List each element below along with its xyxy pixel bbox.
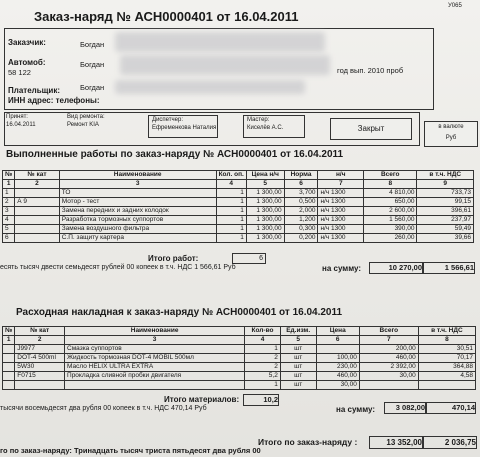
table-row [3,225,474,234]
car-code: 58 122 [8,68,31,77]
table-cell [15,234,59,243]
currency-box [424,121,478,147]
table-cell: 3 [65,336,245,345]
table-cell: 1 [216,189,246,198]
grand-total-in-words: го по заказ-наряду: Тринадцать тысяч триста пятьдесят два рубля 00 [0,446,261,455]
table-cell: 1 [3,180,15,189]
parts-sum-vat: 470,14 [426,402,476,414]
table-cell: н/ч 1300 [318,198,364,207]
payer-label: Плательщик: [8,86,60,95]
table-cell [3,345,15,354]
table-cell: 1 300,00 [246,216,284,225]
table-cell: 733,73 [417,189,474,198]
table-cell: 5W30 [15,363,65,372]
table-cell [15,189,59,198]
table-cell: 5,2 [245,372,281,381]
table-cell [15,381,65,390]
parts-title: Расходная накладная к заказ-наряду № АСН0000401 от 16.04.2011 [16,307,343,318]
column-header: Наименование [59,171,216,180]
table-cell: Замена передних и задних колодок [59,207,216,216]
table-row [3,207,474,216]
table-cell: н/ч 1300 [318,234,364,243]
table-cell: 5 [3,225,15,234]
currency-value: Руб [445,135,457,141]
table-cell: 4,58 [418,372,475,381]
works-header-row [3,171,474,180]
corner-code: У065 [448,3,462,9]
column-header: Цена [316,327,359,336]
table-cell: 390,00 [364,225,417,234]
table-cell: 0,200 [284,234,318,243]
table-cell: 0,500 [284,198,318,207]
table-cell: 3 [59,180,216,189]
table-cell: 7 [359,336,418,345]
table-cell: 39,66 [417,234,474,243]
status-badge: Закрыт [330,118,412,140]
dispatcher-value: Ефременкова Наталия [152,125,217,131]
table-cell: н/ч 1300 [318,207,364,216]
table-cell: 1 [216,216,246,225]
table-cell: 59,49 [417,225,474,234]
table-cell: 1,200 [284,216,318,225]
table-cell: 1 [3,189,15,198]
table-cell: 30,51 [418,345,475,354]
table-cell: 30,00 [359,372,418,381]
table-cell: 4 [245,336,281,345]
table-cell: 396,61 [417,207,474,216]
table-cell: 8 [418,336,475,345]
table-cell: Мотор - тест [59,198,216,207]
redacted-block [120,55,330,75]
table-cell: 70,17 [418,354,475,363]
table-cell [359,381,418,390]
table-cell: 6 [316,336,359,345]
table-cell [3,363,15,372]
table-cell: 1 560,00 [364,216,417,225]
table-cell: 4 [3,216,15,225]
table-cell [316,345,359,354]
parts-sum-value: 3 082,00 [384,402,426,414]
table-cell: DOT-4 500ml [15,354,65,363]
table-cell: 4 [216,180,246,189]
grand-total-sum: 13 352,00 [369,436,423,449]
table-cell [3,372,15,381]
works-sum-in-words: есять тысяч двести семьдесят рублей 00 копеек в т.ч. НДС 1 566,61 Руб [0,264,236,271]
parts-colnum-row [3,336,476,345]
column-header: № [3,327,15,336]
customer-label: Заказчик: [8,38,46,47]
table-cell: шт [280,372,316,381]
column-header: Наименование [65,327,245,336]
table-cell: 2 [15,336,65,345]
table-cell: н/ч 1300 [318,216,364,225]
parts-table [2,326,476,390]
table-cell: 230,00 [316,363,359,372]
column-header: Всего [364,171,417,180]
car-value: Богдан [80,60,105,69]
master-value: Киселёв А.С. [247,125,284,131]
table-cell [3,354,15,363]
table-cell: 1 300,00 [246,234,284,243]
table-cell: шт [280,345,316,354]
table-row [3,363,476,372]
table-cell: 460,00 [316,372,359,381]
works-sum-vat: 1 566,61 [423,262,475,274]
table-cell: 1 [245,345,281,354]
column-header: Всего [359,327,418,336]
table-cell: Замена воздушного фильтра [59,225,216,234]
car-label: Автомоб: [8,58,46,67]
accepted-value: 16.04.2011 [6,122,36,128]
table-cell: 5 [246,180,284,189]
accepted-label: Принят: [6,114,28,120]
table-cell: 200,00 [359,345,418,354]
table-cell: 237,97 [417,216,474,225]
parts-header-row [3,327,476,336]
column-header: Кол-во [245,327,281,336]
table-cell: 1 [216,234,246,243]
table-cell: 9 [417,180,474,189]
table-cell [15,207,59,216]
column-header: Норма [284,171,318,180]
table-cell: шт [280,363,316,372]
column-header: Кол. оп. [216,171,246,180]
table-cell: 1 [3,336,15,345]
table-cell [418,381,475,390]
works-total-label: Итого работ: [148,254,199,263]
table-row [3,234,474,243]
table-cell: 2 [245,354,281,363]
table-cell: 0,300 [284,225,318,234]
table-cell: 1 [216,207,246,216]
table-cell [3,381,15,390]
table-cell: 2 [3,198,15,207]
column-header: в т.ч. НДС [417,171,474,180]
table-cell [15,225,59,234]
column-header: Ед.изм. [280,327,316,336]
dispatcher-label: Диспетчер: [152,117,184,123]
table-cell: Смазка суппортов [65,345,245,354]
table-cell: ТО [59,189,216,198]
repair-type-label: Вид ремонта: [67,114,105,120]
table-cell [65,381,245,390]
table-cell: 100,00 [316,354,359,363]
table-cell [15,216,59,225]
table-cell: 1 300,00 [246,207,284,216]
works-title: Выполненные работы по заказ-наряду № АСН0000401 от 16.04.2011 [6,149,344,160]
table-cell: Масло HELIX ULTRA EXTRA [65,363,245,372]
table-cell: 1 300,00 [246,189,284,198]
column-header: № кат [15,171,59,180]
table-cell: А 9 [15,198,59,207]
redacted-block [115,80,305,94]
table-cell: н/ч 1300 [318,189,364,198]
parts-sum-in-words: тысячи восемьдесят два рубля 00 копеек в т.ч. НДС 470,14 Руб [0,405,207,412]
table-cell: 3,700 [284,189,318,198]
customer-value: Богдан [80,40,105,49]
table-cell: 30,00 [316,381,359,390]
parts-total-qty: 10,2 [243,394,279,406]
car-year: год вып. 2010 проб [337,66,404,75]
table-cell: 1 300,00 [246,198,284,207]
table-cell: 2 392,00 [359,363,418,372]
table-cell: С.П. защиту картера [59,234,216,243]
column-header: № кат [15,327,65,336]
table-cell: 8 [364,180,417,189]
table-row [3,381,476,390]
table-cell: 2 [245,363,281,372]
table-row [3,198,474,207]
works-sum-value: 10 270,00 [369,262,423,274]
table-cell: 2 [15,180,59,189]
table-cell: 4 810,00 [364,189,417,198]
table-cell: 1 [245,381,281,390]
table-cell: 99,15 [417,198,474,207]
table-cell: 3 [3,207,15,216]
table-cell: 1 [216,225,246,234]
repair-type-value: Ремонт KIA [67,122,99,128]
table-cell: 2,000 [284,207,318,216]
table-cell: 364,88 [418,363,475,372]
works-colnum-row [3,180,474,189]
document-title: Заказ-наряд № АСН0000401 от 16.04.2011 [34,9,299,24]
inn-address-phones: ИНН адрес: телефоны: [8,96,100,105]
table-cell: F0715 [15,372,65,381]
table-cell: шт [280,354,316,363]
table-cell: шт [280,381,316,390]
table-cell: Жидкость тормозная DOT-4 MOBIL 500мл [65,354,245,363]
redacted-block [115,32,325,52]
parts-total-label: Итого материалов: [164,395,240,404]
table-cell: 1 [216,198,246,207]
table-cell: Разработка тормозных суппортов [59,216,216,225]
table-cell: н/ч 1300 [318,225,364,234]
table-row [3,216,474,225]
table-cell: 6 [284,180,318,189]
table-cell: 2 600,00 [364,207,417,216]
table-cell: 650,00 [364,198,417,207]
table-cell: 5 [280,336,316,345]
column-header: в т.ч. НДС [418,327,475,336]
works-table [2,170,474,243]
table-cell: J9977 [15,345,65,354]
grand-total-vat: 2 036,75 [423,436,477,449]
payer-value: Богдан [80,83,105,92]
works-total-count: 6 [232,253,266,264]
table-cell: 1 300,00 [246,225,284,234]
table-cell: 6 [3,234,15,243]
column-header: н/ч [318,171,364,180]
column-header: Цена н/ч [246,171,284,180]
master-label: Мастер: [247,117,270,123]
works-sum-label: на сумму: [322,264,362,273]
table-cell: 260,00 [364,234,417,243]
grand-total-label: Итого по заказ-наряду : [258,437,358,447]
table-row [3,189,474,198]
table-cell: 460,00 [359,354,418,363]
table-cell: 7 [318,180,364,189]
table-cell: Прокладка сливной пробки двигателя [65,372,245,381]
table-row [3,372,476,381]
currency-label: в валюте [438,124,464,130]
column-header: № [3,171,15,180]
table-row [3,354,476,363]
table-row [3,345,476,354]
parts-sum-label: на сумму: [336,405,376,414]
